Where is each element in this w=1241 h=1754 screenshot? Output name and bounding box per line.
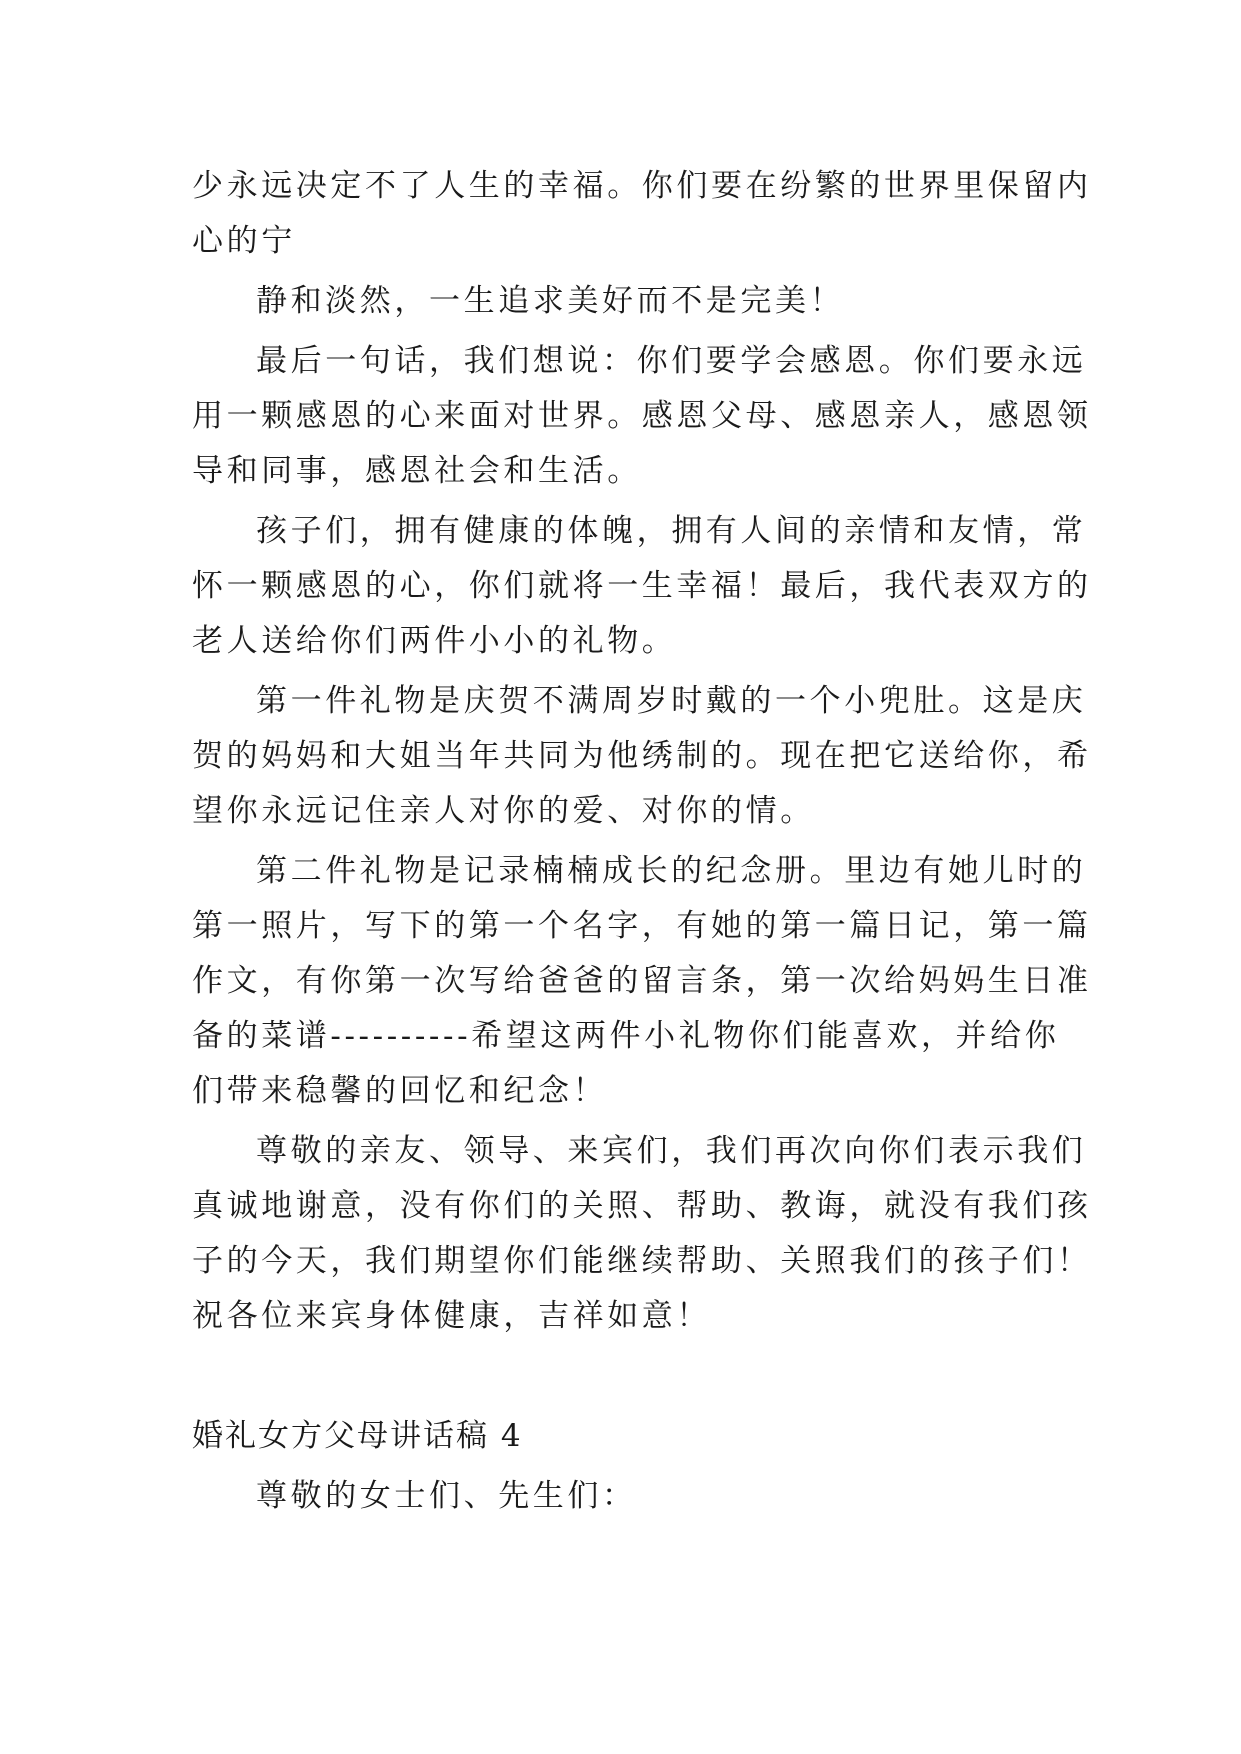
text-line: 真诚地谢意，没有你们的关照、帮助、教诲，就没有我们孩 — [192, 1188, 1092, 1224]
section-heading: 婚礼女方父母讲话稿 4 — [192, 1418, 523, 1454]
text-line: 子的今天，我们期望你们能继续帮助、关照我们的孩子们！ — [192, 1243, 1092, 1279]
text-line: 最后一句话，我们想说：你们要学会感恩。你们要永远 — [256, 343, 1087, 379]
text-line: 第一件礼物是庆贺不满周岁时戴的一个小兜肚。这是庆 — [256, 683, 1087, 719]
text-line: 们带来稳馨的回忆和纪念！ — [192, 1073, 608, 1109]
text-line: 贺的妈妈和大姐当年共同为他绣制的。现在把它送给你，希 — [192, 738, 1092, 774]
text-line: 孩子们，拥有健康的体魄，拥有人间的亲情和友情，常 — [256, 513, 1087, 549]
text-line: 少永远决定不了人生的幸福。你们要在纷繁的世界里保留内 — [192, 168, 1092, 204]
text-line: 第二件礼物是记录楠楠成长的纪念册。里边有她儿时的 — [256, 853, 1087, 889]
text-line: 心的宁 — [192, 223, 296, 259]
text-line: 用一颗感恩的心来面对世界。感恩父母、感恩亲人，感恩领 — [192, 398, 1092, 434]
text-line: 作文，有你第一次写给爸爸的留言条，第一次给妈妈生日准 — [192, 963, 1092, 999]
text-line: 怀一颗感恩的心，你们就将一生幸福！最后，我代表双方的 — [192, 568, 1092, 604]
text-line: 备的菜谱----------希望这两件小礼物你们能喜欢，并给你 — [192, 1018, 1060, 1054]
text-line: 导和同事，感恩社会和生活。 — [192, 453, 642, 489]
text-line: 尊敬的亲友、领导、来宾们，我们再次向你们表示我们 — [256, 1133, 1087, 1169]
text-line: 尊敬的女士们、先生们： — [256, 1478, 637, 1514]
text-line: 祝各位来宾身体健康，吉祥如意！ — [192, 1298, 711, 1334]
text-line: 望你永远记住亲人对你的爱、对你的情。 — [192, 793, 815, 829]
text-line: 第一照片，写下的第一个名字，有她的第一篇日记，第一篇 — [192, 908, 1092, 944]
text-line: 老人送给你们两件小小的礼物。 — [192, 623, 677, 659]
text-line: 静和淡然，一生追求美好而不是完美！ — [256, 283, 845, 319]
